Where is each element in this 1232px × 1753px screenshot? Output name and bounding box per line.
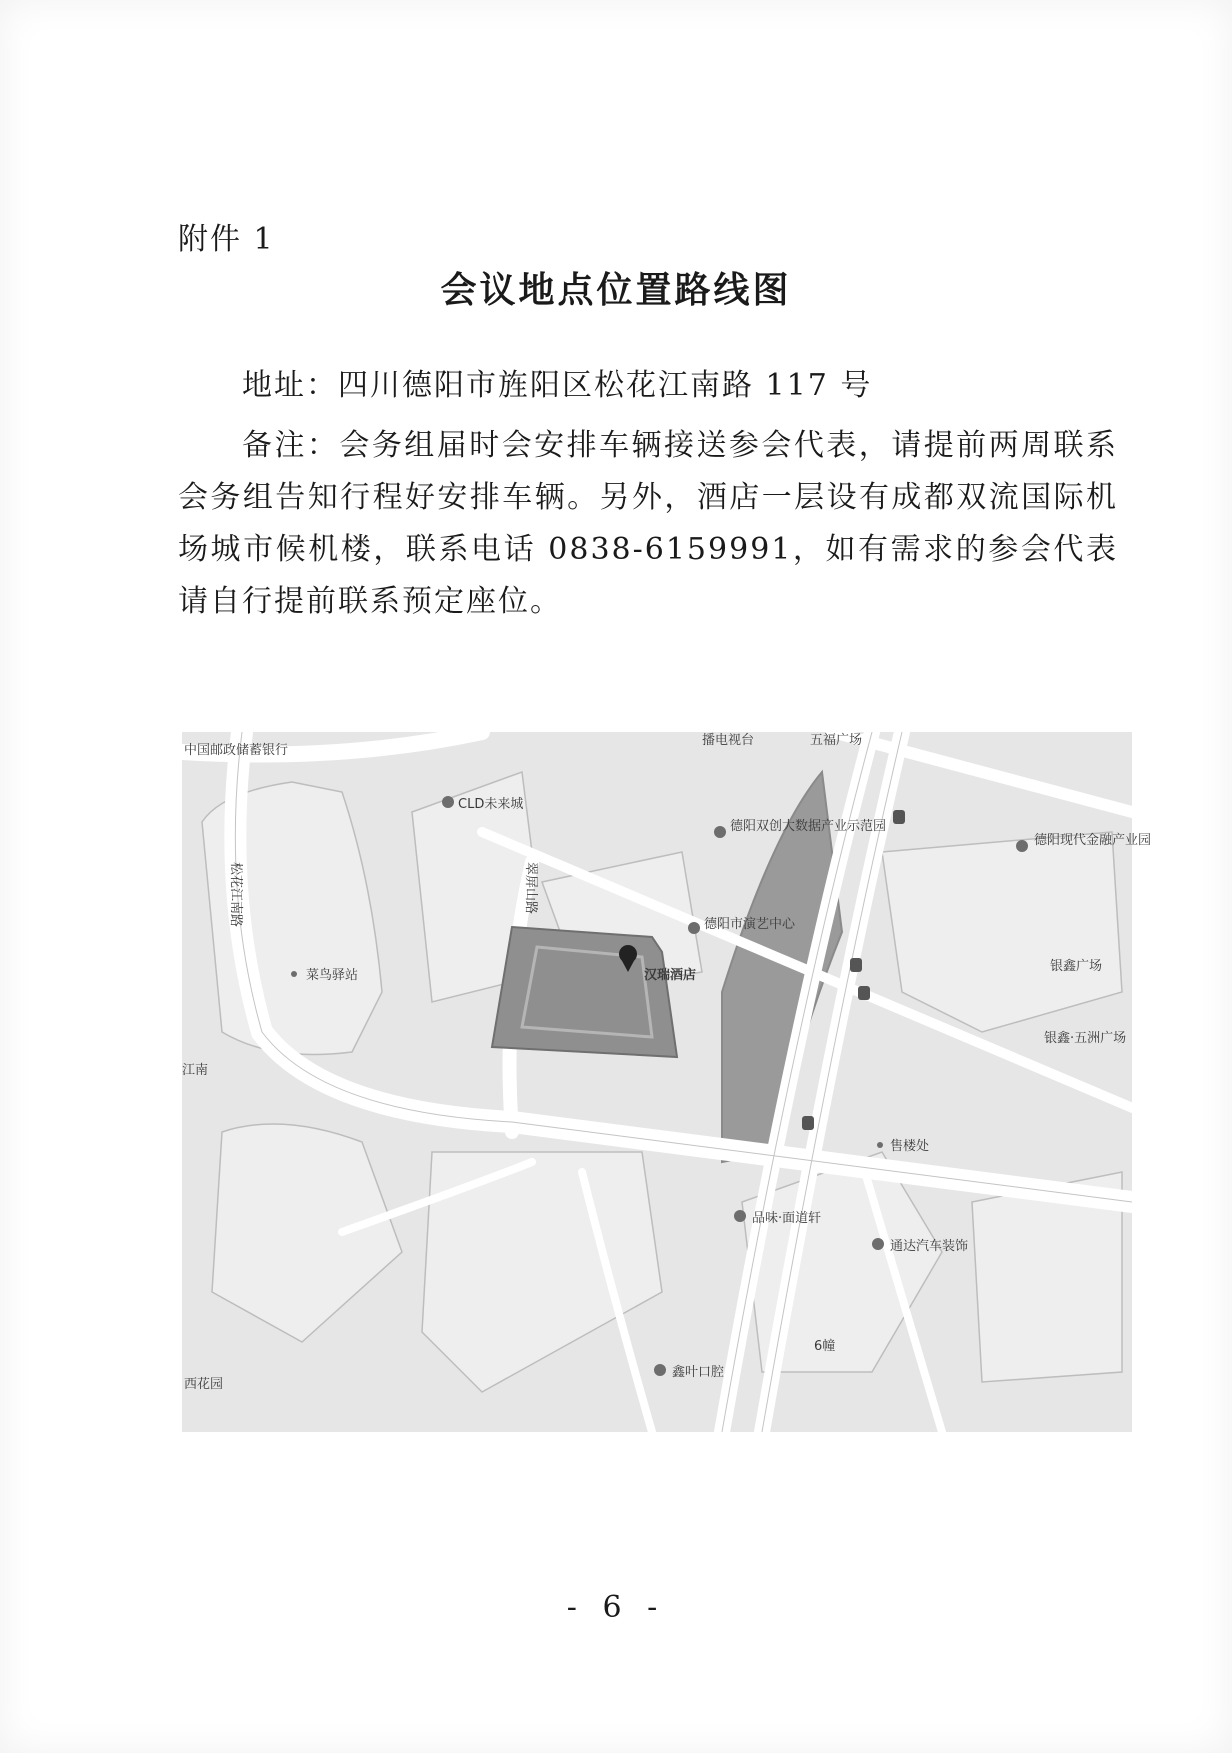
map-canvas [182, 732, 1152, 1432]
map-label-xihuayuan: 西花园 [184, 1377, 224, 1392]
map-label-yinxin-wuzhou: 银鑫·五洲广场 [1044, 1031, 1127, 1046]
page-number: - 6 - [566, 1590, 666, 1625]
map-label-arts-center: 德阳市演艺中心 [704, 917, 796, 932]
map-label-xinye: 鑫叶口腔 [672, 1365, 725, 1380]
map-label-yinxin-plaza: 银鑫广场 [1050, 959, 1103, 974]
note-paragraph: 备注：会务组届时会安排车辆接送参会代表，请提前两周联系会务组告知行程好安排车辆。另外，酒店一层设有成都双流国际机场城市候机楼，联系电话 0838-6159991，如有需求的参会代表请自行提前联系预定座位。 [178, 428, 1118, 619]
map-label-songhua-road: 松花江南路 [228, 862, 243, 928]
map-label-cuiping-road: 翠屏山路 [523, 862, 538, 915]
map-label-tongda: 通达汽车装饰 [890, 1239, 969, 1254]
location-map [182, 732, 1152, 1432]
map-label-sales-office: 售楼处 [890, 1139, 930, 1154]
map-label-pinwei: 品味·面道轩 [752, 1211, 822, 1226]
map-label-wufu: 五福广场 [810, 733, 863, 748]
map-label-bigdata: 德阳双创大数据产业示范园 [730, 819, 887, 834]
page-title: 会议地点位置路线图 [440, 270, 792, 311]
attachment-label: 附件 1 [178, 222, 275, 257]
map-label-modern-finance: 德阳现代金融产业园 [1034, 833, 1152, 848]
map-label-hotel: 汉瑞酒店 [644, 968, 697, 983]
map-label-postal-bank: 中国邮政储蓄银行 [184, 743, 289, 758]
map-label-jiangnan: 江南 [182, 1063, 209, 1078]
map-label-broadcast: 播电视台 [702, 733, 755, 748]
map-label-cainiao: 菜鸟驿站 [306, 968, 359, 983]
address-line: 地址：四川德阳市旌阳区松花江南路 117 号 [242, 368, 873, 403]
map-label-building6: 6幢 [814, 1339, 836, 1354]
map-label-cld: CLD未来城 [458, 797, 524, 812]
